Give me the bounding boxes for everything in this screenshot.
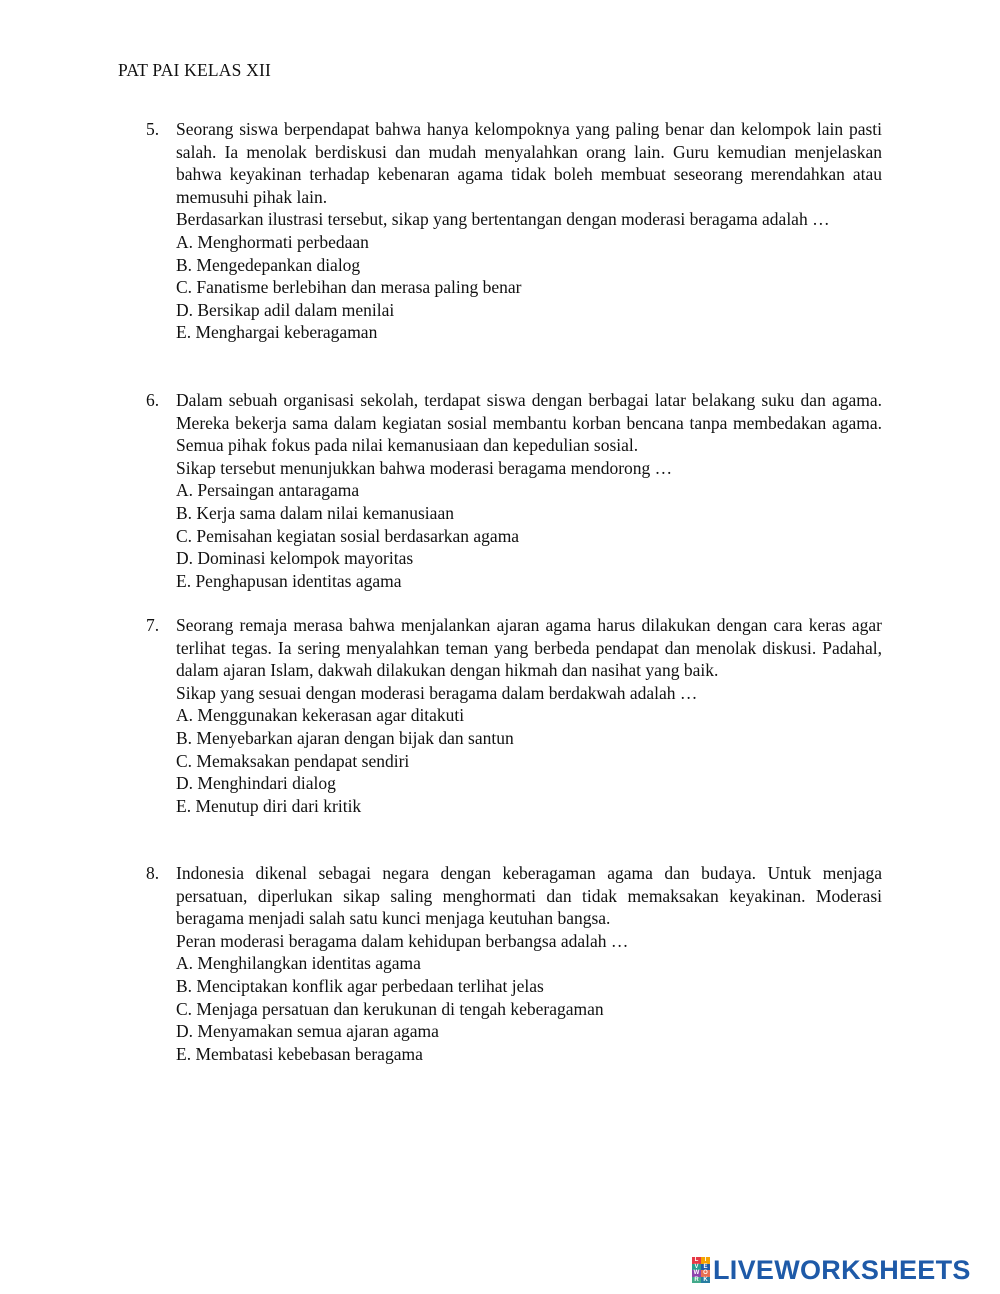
option-e[interactable]: E. Menutup diri dari kritik [176,795,362,816]
option-d[interactable]: D. Menyamakan semua ajaran agama [176,1021,439,1042]
question-stem: Dalam sebuah organisasi sekolah, terdapat siswa dengan berbagai latar belakang suku dan agama. Mereka bekerja sama dalam kegiatan sosial membantu korban bencana tanpa membedakan agama. Semua pihak fokus pada nilai kemanusiaan dan kepedulian sosial. [176,390,882,456]
option-c[interactable]: C. Memaksakan pendapat sendiri [176,750,410,771]
option-c[interactable]: C. Pemisahan kegiatan sosial berdasarkan agama [176,525,520,546]
liveworksheets-logo-icon [692,1257,710,1283]
question-stem: Indonesia dikenal sebagai negara dengan keberagaman agama dan budaya. Untuk menjaga persatuan, diperlukan sikap saling menghormati dan tidak memaksakan keyakinan. Moderasi beragama menjadi salah satu kunci menjaga keutuhan bangsa. [176,863,882,929]
question-body [176,862,882,1065]
logo-block: W [693,1270,700,1276]
liveworksheets-wordmark: LIVEWORKSHEETS [713,1254,971,1285]
question-5 [146,118,882,344]
logo-block: R [692,1277,701,1284]
option-e[interactable]: E. Membatasi kebebasan beragama [176,1043,423,1064]
liveworksheets-logo [692,1254,971,1286]
logo-block: V [692,1264,701,1271]
option-d[interactable]: D. Bersikap adil dalam menilai [176,299,395,320]
question-stem: Seorang siswa berpendapat bahwa hanya kelompoknya yang paling benar dan kelompok lain pasti salah. Ia menolak berdiskusi dan mudah menyalahkan orang lain. Guru kemudian menjelaskan bahwa keyakinan terhadap kebenaran agama tidak boleh membuat seseorang merendahkan atau memusuhi pihak lain. [176,119,882,207]
question-number: 6. [146,390,160,410]
logo-block: L [692,1257,701,1264]
option-e[interactable]: E. Penghapusan identitas agama [176,570,402,591]
option-d[interactable]: D. Dominasi kelompok mayoritas [176,548,414,569]
page-title: PAT PAI KELAS XII [118,60,271,80]
options-list [176,231,882,344]
option-b[interactable]: B. Kerja sama dalam nilai kemanusiaan [176,502,454,523]
option-c[interactable]: C. Menjaga persatuan dan kerukunan di tengah keberagaman [176,998,604,1019]
question-stem: Seorang remaja merasa bahwa menjalankan ajaran agama harus dilakukan dengan cara keras agar terlihat tegas. Ia sering menyalahkan teman yang berbeda pendapat dan menolak diskusi. Padahal, dalam ajaran Islam, dakwah dilakukan dengan hikmah dan nasihat yang baik. [176,615,882,681]
option-b[interactable]: B. Mengedepankan dialog [176,254,361,275]
question-number: 5. [146,119,160,139]
question-prompt: Sikap yang sesuai dengan moderasi beragama dalam berdakwah adalah … [176,682,698,703]
question-number: 8. [146,863,160,883]
options-list [176,479,882,592]
question-8 [146,862,882,1065]
logo-block: O [701,1270,710,1277]
option-a[interactable]: A. Menghilangkan identitas agama [176,953,421,974]
option-b[interactable]: B. Menciptakan konflik agar perbedaan terlihat jelas [176,975,544,996]
question-number: 7. [146,615,160,635]
options-list [176,952,882,1065]
option-a[interactable]: A. Menggunakan kekerasan agar ditakuti [176,705,465,726]
option-d[interactable]: D. Menghindari dialog [176,773,336,794]
question-6 [146,389,882,592]
question-prompt: Berdasarkan ilustrasi tersebut, sikap yang bertentangan dengan moderasi beragama adalah … [176,209,830,230]
option-c[interactable]: C. Fanatisme berlebihan dan merasa paling benar [176,277,522,298]
option-a[interactable]: A. Menghormati perbedaan [176,231,369,252]
logo-block: K [701,1277,710,1284]
question-body [176,389,882,592]
option-a[interactable]: A. Persaingan antaragama [176,480,360,501]
question-prompt: Sikap tersebut menunjukkan bahwa moderasi beragama mendorong … [176,457,673,478]
question-body [176,614,882,817]
question-body [176,118,882,344]
option-e[interactable]: E. Menghargai keberagaman [176,322,378,343]
question-7 [146,614,882,817]
question-prompt: Peran moderasi beragama dalam kehidupan berbangsa adalah … [176,930,629,951]
option-b[interactable]: B. Menyebarkan ajaran dengan bijak dan santun [176,727,514,748]
logo-block: I [701,1257,710,1264]
logo-block: E [701,1264,710,1271]
options-list [176,704,882,817]
